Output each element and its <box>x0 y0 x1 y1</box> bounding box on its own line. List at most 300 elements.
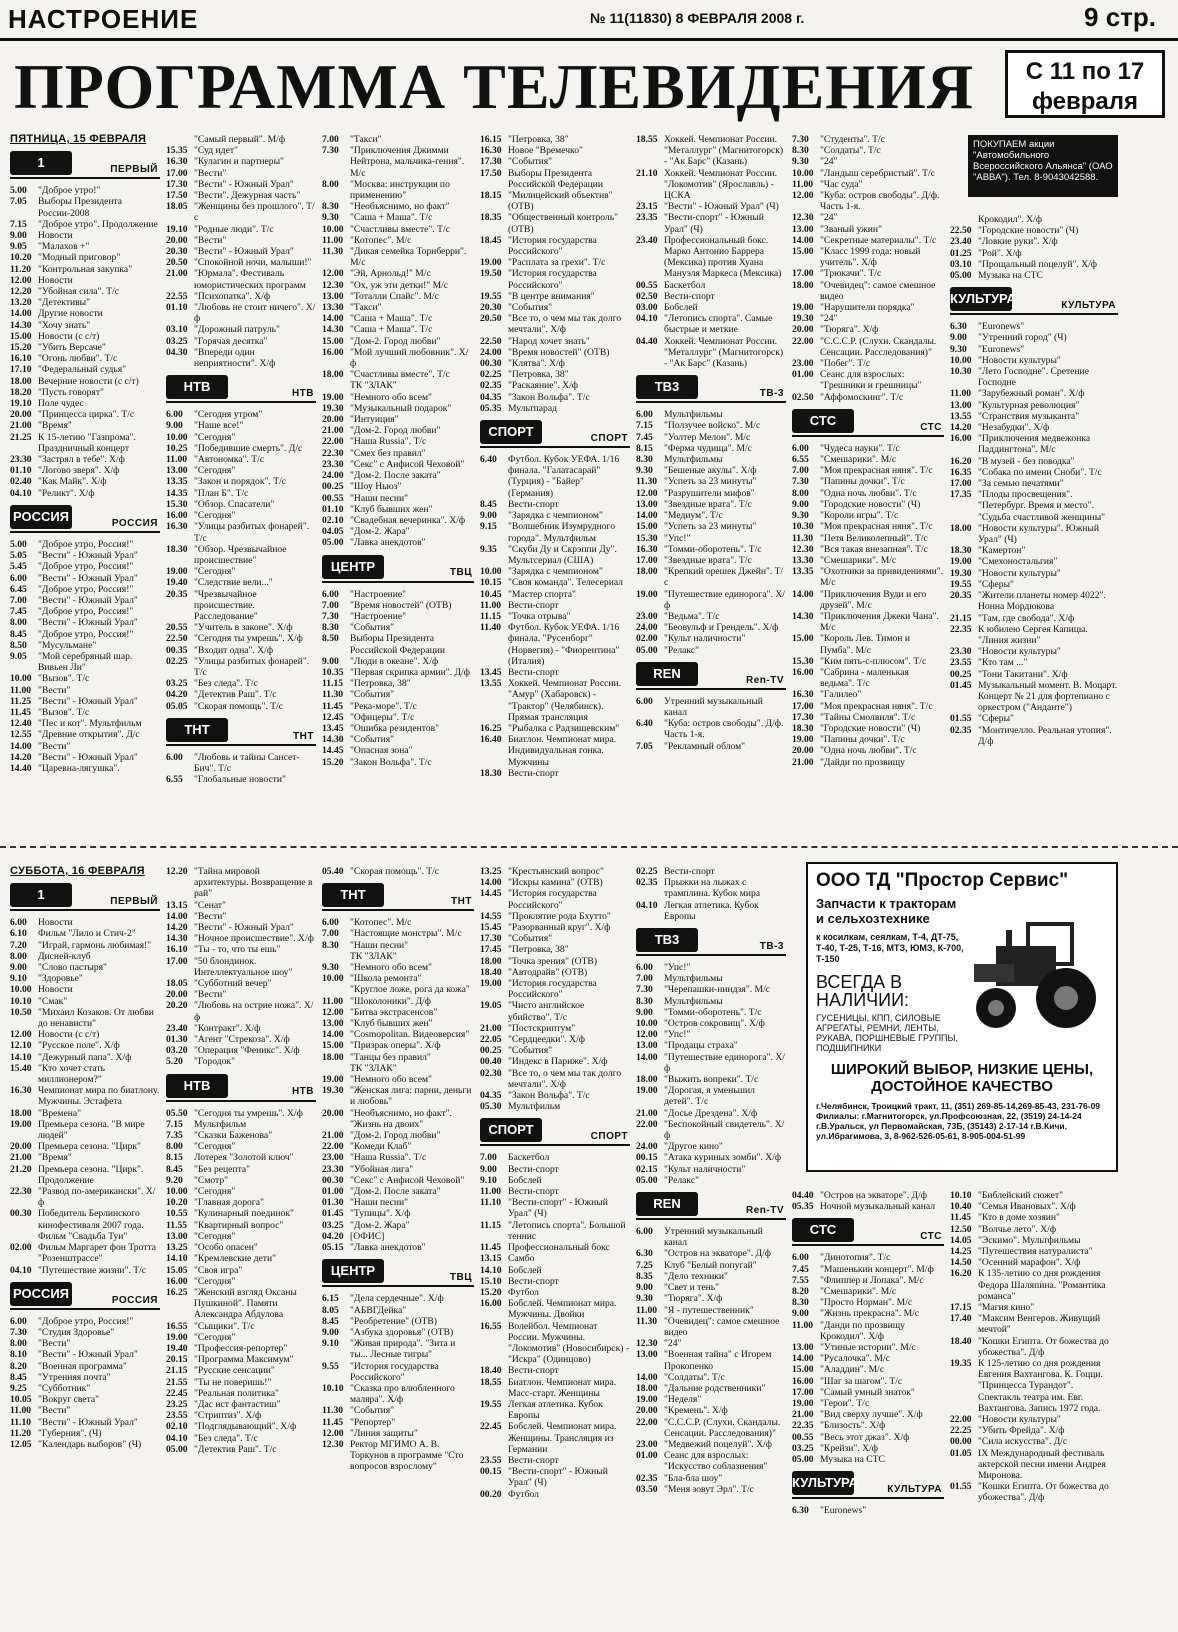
program-time: 9.00 <box>636 1006 653 1018</box>
program-title: "Милицейский объектив" (ОТВ) <box>508 190 613 213</box>
channel-logo-icon: РОССИЯ <box>10 505 72 529</box>
program-time: 02.35 <box>636 877 658 889</box>
program-entry <box>636 476 786 487</box>
program-time: 6.00 <box>636 695 653 707</box>
program-entry <box>322 928 474 939</box>
program-time: 17.40 <box>950 1313 972 1325</box>
program-entry <box>322 1417 474 1428</box>
program-time: 13.20 <box>10 297 32 309</box>
program-title: "Немного обо всем" <box>350 962 432 974</box>
program-time: 6.00 <box>792 1252 809 1264</box>
program-title: "Доброе утро, Россия!" <box>38 606 134 618</box>
program-entry <box>480 978 630 1000</box>
program-title: "Библейский сюжет" <box>978 1190 1064 1201</box>
program-time: 11.20 <box>10 263 32 275</box>
program-entry <box>636 1029 786 1040</box>
channel-header <box>636 662 786 690</box>
friday-column <box>636 134 786 840</box>
program-title: "Времена" <box>38 1107 82 1119</box>
program-entry <box>636 1394 786 1405</box>
program-entry <box>322 369 474 380</box>
program-entry <box>322 1186 474 1197</box>
program-title: "Тупицы". Х/ф <box>350 1208 411 1220</box>
program-entry <box>950 456 1118 467</box>
program-entry <box>10 488 160 499</box>
program-entry <box>636 201 786 212</box>
program-time: 10.00 <box>166 1186 188 1198</box>
program-time: 18.30 <box>166 543 188 555</box>
program-entry <box>166 1242 316 1253</box>
program-title: "Все то, о чем мы так долго мечтали". Х/ф <box>508 313 622 336</box>
program-title: "Своя игра" <box>194 1264 243 1276</box>
program-time: 05.40 <box>322 866 344 877</box>
program-title: "Настоящие монстры". М/с <box>350 928 462 940</box>
program-time: 8.30 <box>792 145 809 157</box>
program-entry <box>166 1164 316 1175</box>
program-entry <box>636 1484 786 1495</box>
program-time: 11.00 <box>10 684 32 696</box>
program-time: 18.00 <box>636 566 658 578</box>
program-title: "Мой лучший любовник". Х/ф <box>350 346 469 370</box>
program-title: "Тайна мировой архитектуры. Возвращение в рай" <box>194 866 313 900</box>
program-time: 13.00 <box>166 1230 188 1242</box>
program-entry <box>10 595 160 606</box>
program-title: "Шоколоники". Д/ф <box>350 995 432 1007</box>
program-title: "Сегодня" <box>194 431 236 443</box>
program-title: "Ночное происшествие". Х/ф <box>194 933 314 945</box>
program-title: "Наши песни" <box>350 939 409 951</box>
program-title: Новости <box>38 984 73 996</box>
program-entry <box>950 433 1118 455</box>
program-time: 18.15 <box>480 190 502 202</box>
program-title: "Данди по прозвищу Крокодил". Х/ф <box>820 1319 905 1342</box>
program-entry <box>636 280 786 291</box>
channel-header <box>636 375 786 403</box>
program-time: 10.45 <box>480 588 502 600</box>
program-time: 8.20 <box>10 1360 27 1372</box>
program-time: 12.20 <box>166 866 188 877</box>
program-time: 19.30 <box>322 1085 344 1097</box>
program-time: 05.35 <box>480 402 502 414</box>
program-entry <box>166 1108 316 1119</box>
program-entry <box>636 996 786 1007</box>
program-time: 10.00 <box>480 566 502 578</box>
program-entry <box>636 1405 786 1416</box>
program-entry <box>322 459 474 470</box>
program-title: "Король Лев. Тимон и Пумба". М/с <box>820 633 910 656</box>
program-title: "Доброе утро, Россия!" <box>38 583 134 595</box>
channel-logo-icon: КУЛЬТУРА <box>792 1471 854 1495</box>
program-entry <box>792 1432 944 1443</box>
program-entry <box>480 291 630 302</box>
program-entry <box>10 364 160 375</box>
program-title: "Тони Такитани". Х/ф <box>978 668 1068 680</box>
program-time: 01.10 <box>10 465 32 477</box>
program-time: 02.35 <box>480 380 502 392</box>
program-title: Бобслей <box>508 1174 542 1186</box>
program-title: "Доброе утро, Россия!" <box>38 538 134 550</box>
channel-header <box>950 287 1118 315</box>
program-entry <box>480 1455 630 1466</box>
channel-name: СТС <box>920 421 942 433</box>
program-time: 12.00 <box>322 1006 344 1018</box>
program-entry <box>792 1264 944 1275</box>
program-title: "Закон Вольфа". Т/с <box>350 756 432 768</box>
program-entry <box>322 866 474 877</box>
program-time: 7.15 <box>636 420 653 432</box>
program-entry <box>166 246 316 257</box>
channel-name: СПОРТ <box>590 1131 628 1143</box>
program-time: 8.00 <box>10 950 27 962</box>
program-time: 18.30 <box>792 722 814 734</box>
program-time: 03.20 <box>166 1045 188 1057</box>
program-entry <box>166 1343 316 1354</box>
program-title: Вести-спорт <box>508 599 559 611</box>
program-time: 12.50 <box>950 1223 972 1235</box>
program-entry <box>10 454 160 465</box>
program-time: 16.30 <box>166 156 188 168</box>
program-entry <box>166 589 316 623</box>
program-time: 01.30 <box>166 1034 188 1046</box>
program-title: "Медвежий поцелуй". Х/ф <box>664 1438 772 1450</box>
program-entry <box>322 212 474 223</box>
program-entry <box>10 376 160 387</box>
program-entry <box>480 156 630 167</box>
program-title: "Другое кино" <box>664 1141 723 1153</box>
program-time: 19.00 <box>480 978 502 990</box>
program-title: "Раскаяние". Х/ф <box>508 380 579 392</box>
program-entry <box>10 275 160 286</box>
tv-program-banner <box>10 48 1165 126</box>
program-time: 00.30 <box>10 1208 32 1220</box>
program-entry <box>322 336 474 347</box>
program-entry <box>322 224 474 235</box>
channel-logo-icon: REN <box>636 662 698 686</box>
program-title: "24" <box>820 212 838 224</box>
program-title: "Такси" <box>350 134 382 145</box>
program-time: 9.30 <box>950 343 967 355</box>
program-time: 20.00 <box>792 745 814 757</box>
program-time: 9.00 <box>10 962 27 974</box>
program-time: 7.30 <box>322 145 339 157</box>
program-entry <box>322 1405 474 1416</box>
program-time: 03.10 <box>950 258 972 270</box>
program-entry <box>166 302 316 324</box>
program-time: 11.55 <box>166 1219 188 1231</box>
program-time: 18.30 <box>950 545 972 557</box>
program-time: 6.00 <box>166 751 183 763</box>
program-time: 14.30 <box>792 610 814 622</box>
program-entry <box>322 589 474 600</box>
program-time: 10.00 <box>322 223 344 235</box>
program-time: 21.20 <box>10 1163 32 1175</box>
program-time: 18.00 <box>10 1107 32 1119</box>
program-entry <box>322 324 474 335</box>
program-entry <box>480 1000 630 1022</box>
program-entry <box>480 510 630 521</box>
program-entry <box>792 745 944 756</box>
program-entry <box>950 725 1118 747</box>
program-time: 6.10 <box>10 928 27 940</box>
program-time: 18.00 <box>950 522 972 534</box>
program-entry <box>792 611 944 633</box>
program-title: "Военная программа" <box>38 1360 127 1372</box>
program-time: 8.50 <box>322 633 339 645</box>
program-time: 14.20 <box>950 422 972 434</box>
program-title: "Программа Максимум" <box>194 1354 294 1366</box>
program-entry <box>10 1417 160 1428</box>
program-time: 01.00 <box>636 1450 658 1462</box>
program-time: 10.00 <box>636 1018 658 1030</box>
program-entry <box>166 190 316 201</box>
program-time: 21.00 <box>322 425 344 437</box>
program-time: 22.00 <box>636 1416 658 1428</box>
program-time: 13.30 <box>792 554 814 566</box>
program-title: "Смешарики". М/с <box>820 1286 897 1298</box>
program-entry <box>10 1316 160 1327</box>
program-time: 02.25 <box>480 369 502 381</box>
program-entry <box>10 476 160 487</box>
program-title: "Упс!" <box>664 1029 691 1041</box>
program-title: "Интуиция" <box>350 414 399 426</box>
program-time: 7.45 <box>10 606 27 618</box>
program-entry <box>10 1063 160 1085</box>
program-entry <box>166 235 316 246</box>
program-title: "Петровка, 38" <box>508 944 569 956</box>
program-title: "Папины дочки". Т/с <box>820 476 905 488</box>
program-time: 20.35 <box>950 590 972 602</box>
program-title: "Класс 1999 года: новый учитель". Х/ф <box>820 246 921 269</box>
program-title: "Сердцеедки". Х/ф <box>508 1034 585 1046</box>
channel-logo-icon: КУЛЬТУРА <box>950 287 1012 311</box>
program-title: "Здоровье" <box>38 973 83 985</box>
program-time: 20.00 <box>792 324 814 336</box>
program-entry <box>166 911 316 922</box>
program-time: 7.00 <box>322 134 339 145</box>
program-entry <box>480 1045 630 1056</box>
program-entry <box>480 866 630 877</box>
program-title: "Лето Господне". Сретение Господне <box>978 366 1089 389</box>
program-title: "Лавка анекдотов" <box>350 537 426 549</box>
program-entry <box>10 1405 160 1416</box>
program-time: 24.00 <box>636 622 658 634</box>
program-entry <box>322 1305 474 1316</box>
program-entry <box>322 313 474 324</box>
program-entry <box>792 1364 944 1375</box>
program-title: "Русские сенсации" <box>194 1365 275 1377</box>
program-entry <box>480 134 630 145</box>
program-time: 7.00 <box>792 465 809 477</box>
program-entry <box>636 533 786 544</box>
program-title: "Бла-бла шоу" <box>664 1472 723 1484</box>
program-time: 8.00 <box>322 178 339 190</box>
program-time: 22.00 <box>636 1118 658 1130</box>
program-entry <box>10 1119 160 1141</box>
program-entry <box>792 734 944 745</box>
program-entry <box>166 499 316 510</box>
program-title: "Звездные врата". Т/с <box>664 554 752 566</box>
program-time: 14.50 <box>950 1257 972 1269</box>
program-time: 22.05 <box>480 1034 502 1046</box>
program-time: 00.25 <box>480 1045 502 1057</box>
program-entry <box>322 1361 474 1383</box>
program-time: 05.00 <box>950 270 972 282</box>
program-time: 16.10 <box>10 353 32 365</box>
program-title: "Солдаты". Т/с <box>664 1371 725 1383</box>
program-entry <box>480 600 630 611</box>
program-entry <box>166 156 316 167</box>
masthead <box>0 0 1178 40</box>
program-time: 05.05 <box>166 700 188 712</box>
program-entry <box>950 1224 1118 1235</box>
program-time: 9.00 <box>950 332 967 344</box>
program-time: 23.40 <box>636 234 658 246</box>
program-time: 02.10 <box>166 1421 188 1433</box>
channel-logo-icon: РОССИЯ <box>10 1282 72 1306</box>
program-title: "Утренняя почта" <box>38 1371 111 1383</box>
program-entry <box>10 640 160 651</box>
program-time: 14.25 <box>950 1246 972 1258</box>
program-time: 23.55 <box>480 1454 502 1466</box>
program-entry <box>322 134 474 145</box>
channel-name: Ren-TV <box>746 1204 784 1216</box>
program-title: Новости <box>38 274 73 286</box>
channel-header <box>636 928 786 956</box>
program-entry <box>950 1257 1118 1268</box>
program-time: 8.30 <box>322 939 339 951</box>
program-time: 15.00 <box>322 1040 344 1052</box>
program-entry <box>166 409 316 420</box>
program-time: 14.00 <box>10 740 32 752</box>
channel-name: ТНТ <box>293 730 314 742</box>
program-time: 9.10 <box>322 1338 339 1350</box>
program-time: 14.45 <box>480 888 502 900</box>
program-time: 20.20 <box>166 1000 188 1012</box>
program-entry <box>950 478 1118 489</box>
program-time: 23.30 <box>10 454 32 466</box>
program-entry <box>636 1271 786 1282</box>
program-entry <box>166 774 316 785</box>
program-time: 14.00 <box>480 877 502 889</box>
program-title: "Контрольная закупка" <box>38 263 133 275</box>
channel-name: РОССИЯ <box>111 517 158 529</box>
program-title: "Доброе утро". Продолжение <box>38 218 158 230</box>
program-time: 04.35 <box>480 391 502 403</box>
program-title: "АБВГДейка" <box>350 1304 407 1316</box>
program-title: Премьера сезона. "В мире людей" <box>38 1118 145 1142</box>
program-title: "Сегодня ты умрешь". Х/ф <box>194 1107 303 1119</box>
program-time: 21.00 <box>10 1152 32 1164</box>
program-entry <box>322 448 474 459</box>
program-entry <box>10 387 160 398</box>
program-title: "Календарь выборов" (Ч) <box>38 1438 142 1450</box>
program-entry <box>636 645 786 656</box>
program-title: "Русалочка". М/с <box>820 1353 890 1365</box>
program-time: 19.35 <box>950 1358 972 1370</box>
program-time: 03.25 <box>166 678 188 690</box>
program-title: "Впереди один неприятности". Х/ф <box>194 346 276 370</box>
program-entry <box>10 409 160 420</box>
program-time: 11.00 <box>322 234 344 246</box>
program-title: "Вся такая внезапная". Т/с <box>820 543 928 555</box>
program-title: "Женская лига: парни, деньги и любовь" <box>350 1085 472 1108</box>
program-title: "Саша + Маша". Т/с <box>350 324 433 336</box>
program-entry <box>792 1275 944 1286</box>
program-entry <box>636 465 786 476</box>
program-time: 13.30 <box>322 302 344 314</box>
program-time: 10.10 <box>322 1382 344 1394</box>
program-title: "Euronews" <box>820 1505 867 1517</box>
program-time: 6.15 <box>322 1293 339 1305</box>
program-title: "Наша Russia". Т/с <box>350 1152 427 1164</box>
program-time: 04.40 <box>636 335 658 347</box>
program-time: 15.30 <box>792 655 814 667</box>
program-time: 9.20 <box>166 1174 183 1186</box>
ad-slogan: ШИРОКИЙ ВЫБОР, НИЗКИЕ ЦЕНЫ, ДОСТОЙНОЕ КАЧЕСТВО <box>830 1061 1094 1095</box>
program-time: 12.45 <box>322 711 344 723</box>
program-time: 22.30 <box>10 1186 32 1198</box>
program-entry <box>950 366 1118 388</box>
program-title: "Любовь на острие ножа". Х/ф <box>194 1000 314 1023</box>
program-time: 16.55 <box>480 1320 502 1332</box>
program-title: "Реальная политика" <box>194 1387 279 1399</box>
program-title: Дисней-клуб <box>38 950 91 962</box>
program-title: Новости <box>38 230 73 242</box>
program-title: "Вести" - Южный Урал" <box>194 246 294 258</box>
program-title: "Герои". Т/с <box>820 1398 870 1410</box>
program-title: ТК "ЗЛАК" <box>350 380 397 392</box>
program-time: 19.50 <box>480 268 502 280</box>
program-entry <box>792 1376 944 1387</box>
program-entry <box>950 411 1118 422</box>
program-entry <box>166 701 316 712</box>
program-time: 15.00 <box>10 330 32 342</box>
program-title: "Первая скрипка армии". Д/ф <box>350 666 470 678</box>
program-time: 17.35 <box>950 489 972 501</box>
program-entry <box>10 1085 160 1107</box>
program-time: 01.10 <box>322 503 344 515</box>
program-entry <box>480 734 630 768</box>
program-title: "Дорожный патруль" <box>194 324 280 336</box>
program-time: 05.50 <box>166 1107 188 1119</box>
program-time: 02.35 <box>950 724 972 736</box>
program-entry <box>792 1190 944 1201</box>
program-entry <box>322 1085 474 1107</box>
program-entry <box>10 420 160 431</box>
program-title: "Вести" - Южный Урал" <box>38 594 138 606</box>
program-time: 21.00 <box>10 420 32 432</box>
program-title: "Закон и порядок". Т/с <box>194 476 286 488</box>
program-entry <box>10 962 160 973</box>
program-title: "Шаг за шагом". Т/с <box>820 1375 903 1387</box>
program-title: "Доброе утро, Россия!" <box>38 628 134 640</box>
program-time: 8.45 <box>10 1371 27 1383</box>
program-entry <box>480 1287 630 1298</box>
program-time: 13.45 <box>322 722 344 734</box>
program-title: "Моя прекрасная няня". Т/с <box>820 465 933 477</box>
program-time: 14.00 <box>792 234 814 246</box>
program-title: "Вести" <box>38 1338 71 1350</box>
program-title: "Стриптиз". Х/ф <box>194 1410 262 1422</box>
program-entry <box>636 696 786 718</box>
program-title: "Путешествие единорога". Х/ф <box>664 1051 785 1074</box>
program-time: 04.10 <box>636 313 658 325</box>
program-entry <box>480 257 630 268</box>
program-title: "В центре внимания" <box>508 290 595 302</box>
program-title: "Река-море". Т/с <box>350 700 417 712</box>
program-entry <box>792 358 944 369</box>
program-title: "Искры камина" (ОТВ) <box>508 877 603 889</box>
